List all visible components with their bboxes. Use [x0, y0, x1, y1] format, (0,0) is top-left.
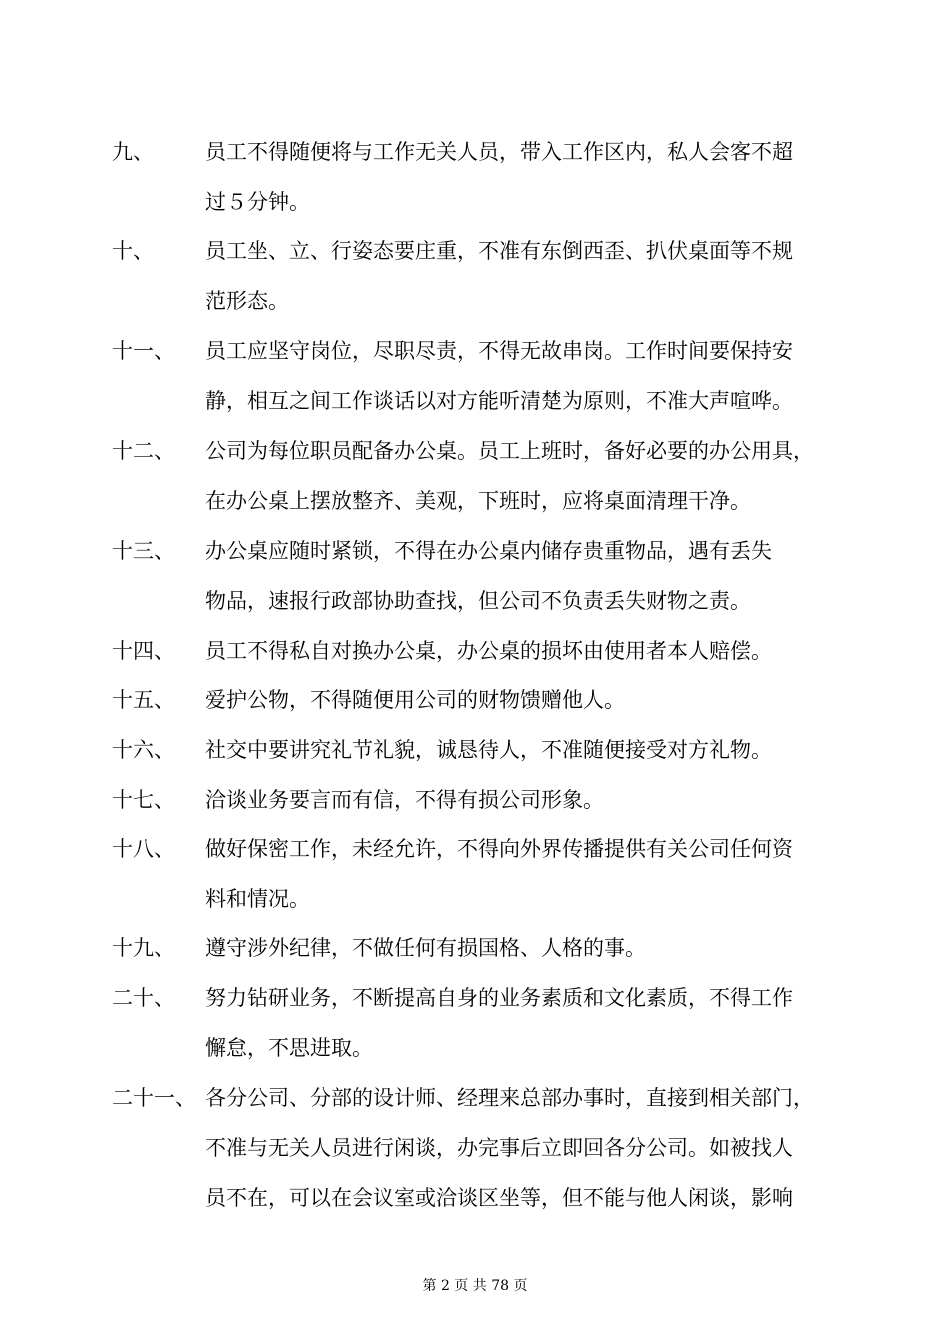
article-text-line: 范形态。: [205, 289, 289, 313]
article-text-line: 公司为每位职员配备办公桌。员工上班时，备好必要的办公用具，: [205, 439, 814, 463]
article-text-line: 遵守涉外纪律，不做任何有损国格、人格的事。: [205, 936, 646, 960]
article-text-line: 员工不得随便将与工作无关人员，带入工作区内，私人会客不超: [205, 140, 793, 164]
article-text-line: 努力钻研业务，不断提高自身的业务素质和文化素质，不得工作: [205, 986, 793, 1010]
article-text-line: 不准与无关人员进行闲谈，办完事后立即回各分公司。如被找人: [205, 1136, 793, 1160]
article-number: 十六、: [112, 738, 175, 762]
article-number: 十三、: [112, 539, 175, 563]
article-number: 十九、: [112, 936, 175, 960]
article-number: 十五、: [112, 688, 175, 712]
article-number: 十、: [112, 239, 154, 263]
article-text-line: 懈怠，不思进取。: [205, 1036, 373, 1060]
article-text-line: 员不在，可以在会议室或洽谈区坐等，但不能与他人闲谈，影响: [205, 1186, 793, 1210]
article-number: 十一、: [112, 339, 175, 363]
article-number: 十七、: [112, 788, 175, 812]
article-text-line: 办公桌应随时紧锁，不得在办公桌内储存贵重物品，遇有丢失: [205, 539, 772, 563]
page-footer: 第 2 页 共 78 页: [422, 1278, 528, 1294]
article-text-line: 社交中要讲究礼节礼貌，诚恳待人，不准随便接受对方礼物。: [205, 738, 772, 762]
article-number: 十二、: [112, 439, 175, 463]
article-text-line: 静，相互之间工作谈话以对方能听清楚为原则，不准大声喧哗。: [205, 389, 793, 413]
article-text-line: 料和情况。: [205, 887, 310, 911]
article-text-line: 做好保密工作，未经允许，不得向外界传播提供有关公司任何资: [205, 837, 793, 861]
article-text-line: 员工不得私自对换办公桌，办公桌的损坏由使用者本人赔偿。: [205, 639, 772, 663]
article-text-line: 员工应坚守岗位，尽职尽责，不得无故串岗。工作时间要保持安: [205, 339, 793, 363]
article-number: 二十、: [112, 986, 175, 1010]
article-number: 九、: [112, 140, 154, 164]
article-text-line: 洽谈业务要言而有信，不得有损公司形象。: [205, 788, 604, 812]
article-number: 十八、: [112, 837, 175, 861]
article-text-line: 各分公司、分部的设计师、经理来总部办事时，直接到相关部门，: [205, 1086, 814, 1110]
article-text-line: 员工坐、立、行姿态要庄重，不准有东倒西歪、扒伏桌面等不规: [205, 239, 793, 263]
article-text-line: 物品，速报行政部协助查找，但公司不负责丢失财物之责。: [205, 589, 751, 613]
article-number: 十四、: [112, 639, 175, 663]
article-text-line: 在办公桌上摆放整齐、美观，下班时，应将桌面清理干净。: [205, 489, 751, 513]
article-text-line: 爱护公物，不得随便用公司的财物馈赠他人。: [205, 688, 625, 712]
article-text-line: 过５分钟。: [205, 190, 310, 214]
article-number: 二十一、: [112, 1086, 196, 1110]
